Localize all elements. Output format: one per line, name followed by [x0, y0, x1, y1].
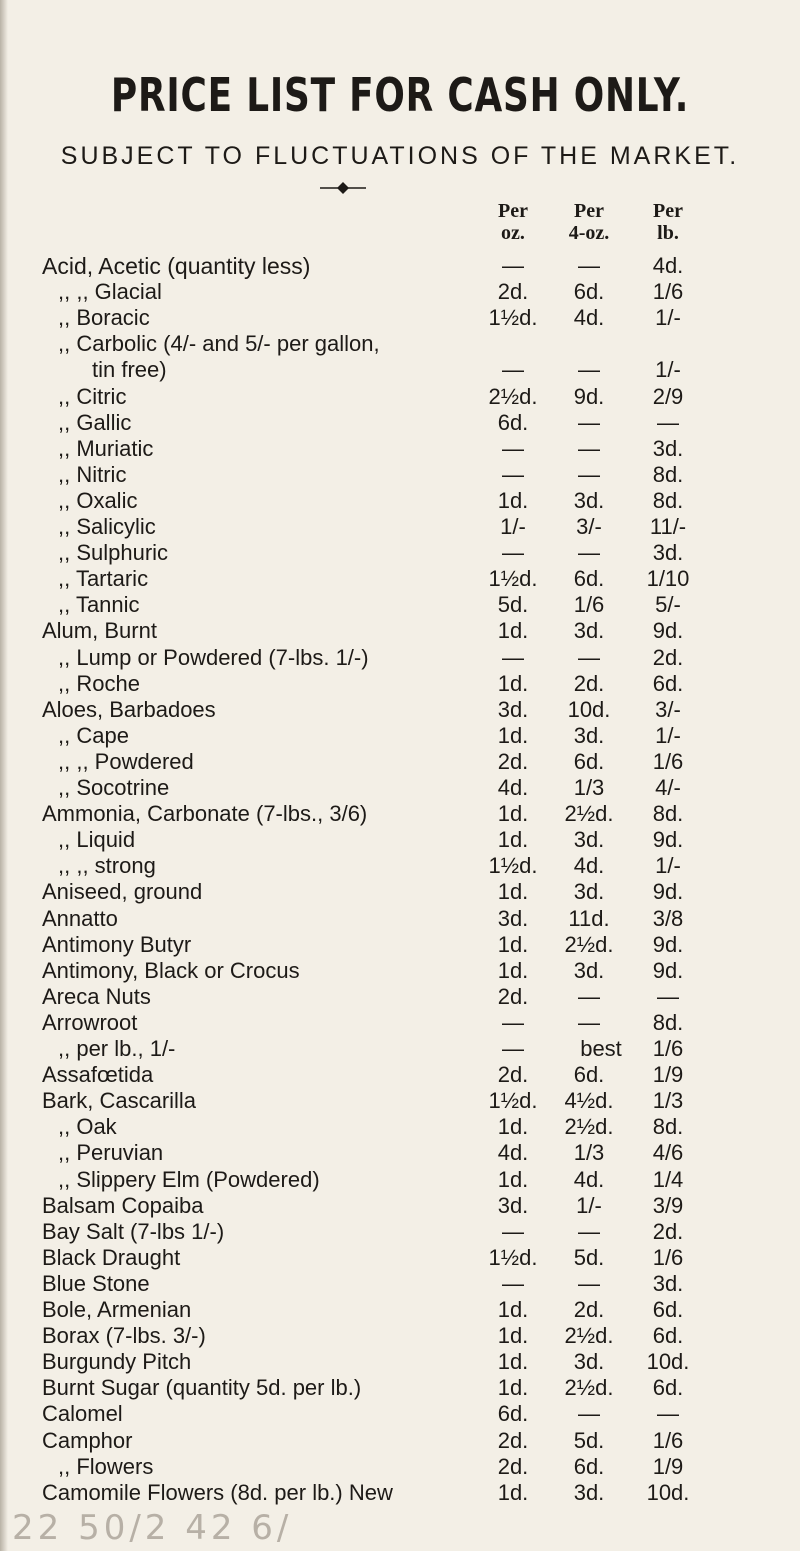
price-per-4oz: 2½d.: [564, 801, 614, 826]
item-name: ,, Flowers: [58, 1454, 154, 1479]
column-header-per-4oz-label: Per 4-oz.: [568, 200, 610, 244]
item-name: Borax (7-lbs. 3/-): [42, 1323, 206, 1348]
item-name: tin free): [92, 357, 167, 382]
price-per-lb: 3d.: [652, 540, 684, 565]
item-name: ,, Tannic: [58, 592, 140, 617]
price-per-lb: 9d.: [652, 879, 684, 904]
price-per-lb: 1/9: [652, 1062, 684, 1087]
price-per-4oz: 1/3: [573, 1140, 605, 1165]
footer-scrawl: 22 50/2 42 6/: [12, 1508, 293, 1548]
price-per-oz: —: [502, 1271, 524, 1296]
item-name: Areca Nuts: [42, 984, 151, 1009]
price-per-4oz: 6d.: [573, 566, 605, 591]
price-per-lb: 10d.: [646, 1349, 690, 1374]
item-name: Bay Salt (7-lbs 1/-): [42, 1219, 225, 1244]
item-name: ,, Oak: [58, 1114, 117, 1139]
price-per-lb: —: [657, 410, 679, 435]
price-per-4oz: —: [578, 253, 600, 278]
price-per-lb: 9d.: [652, 932, 684, 957]
item-name: ,, Gallic: [58, 410, 132, 435]
price-per-lb: 1/6: [652, 1428, 684, 1453]
price-per-oz: 1d.: [497, 827, 529, 852]
price-per-4oz: 5d.: [573, 1245, 605, 1270]
price-per-lb: 4d.: [652, 253, 684, 278]
item-name: Burnt Sugar (quantity 5d. per lb.): [42, 1375, 362, 1400]
column-header-per-4oz: [550, 200, 628, 244]
item-name: Ammonia, Carbonate (7-lbs., 3/6): [42, 801, 368, 826]
item-name: Assafœtida: [42, 1062, 154, 1087]
price-per-lb: 1/9: [652, 1454, 684, 1479]
item-name: Camomile Flowers (8d. per lb.) New: [42, 1480, 393, 1505]
item-name: Antimony Butyr: [42, 932, 192, 957]
page-subtitle: SUBJECT TO FLUCTUATIONS OF THE MARKET.: [60, 142, 740, 170]
price-per-oz: —: [502, 540, 524, 565]
price-per-oz: 1d.: [497, 932, 529, 957]
price-per-4oz: 2½d.: [564, 932, 614, 957]
price-per-lb: 3d.: [652, 1271, 684, 1296]
price-per-4oz: 2½d.: [564, 1114, 614, 1139]
price-per-4oz: 6d.: [573, 1454, 605, 1479]
price-per-4oz: 3d.: [573, 618, 605, 643]
price-per-4oz: 3/-: [576, 514, 602, 539]
item-name: Calomel: [42, 1401, 123, 1426]
price-per-lb: 6d.: [652, 1297, 684, 1322]
price-per-lb: 8d.: [652, 1114, 684, 1139]
price-per-oz: 6d.: [497, 410, 529, 435]
item-name: ,, Socotrine: [58, 775, 170, 800]
item-name: ,, ,, Powdered: [58, 749, 194, 774]
price-per-oz: 4d.: [497, 775, 529, 800]
item-name: Arrowroot: [42, 1010, 138, 1035]
price-per-lb: 1/6: [652, 279, 684, 304]
price-per-oz: 6d.: [497, 1401, 529, 1426]
price-per-oz: 1d.: [497, 723, 529, 748]
item-name: Acid, Acetic (quantity less): [42, 253, 311, 279]
price-per-lb: 2/9: [652, 384, 684, 409]
item-name: ,, Muriatic: [58, 436, 154, 461]
price-per-4oz: 4½d.: [564, 1088, 614, 1113]
price-per-lb: 6d.: [652, 1323, 684, 1348]
list-item: [0, 1140, 800, 1170]
column-header-per-oz-label: Per oz.: [498, 200, 528, 244]
list-item: [0, 618, 800, 648]
price-per-oz: 1d.: [497, 1375, 529, 1400]
item-name: ,, Tartaric: [58, 566, 149, 591]
price-per-4oz: 3d.: [573, 958, 605, 983]
price-per-oz: 1d.: [497, 1349, 529, 1374]
price-per-4oz: 4d.: [573, 853, 605, 878]
price-per-lb: 4/6: [652, 1140, 684, 1165]
price-per-oz: 3d.: [497, 906, 529, 931]
price-per-oz: 1d.: [497, 1480, 529, 1505]
list-item: [0, 1401, 800, 1431]
price-per-oz: 1d.: [497, 1297, 529, 1322]
price-per-oz: 1d.: [497, 958, 529, 983]
price-per-4oz: —: [578, 410, 600, 435]
price-per-oz: 2d.: [497, 1428, 529, 1453]
price-per-4oz: 2d.: [573, 671, 605, 696]
price-per-oz: 2d.: [497, 1062, 529, 1087]
price-per-4oz: 4d.: [573, 1167, 605, 1192]
price-per-4oz: 2½d.: [564, 1375, 614, 1400]
price-per-lb: 1/6: [652, 1245, 684, 1270]
price-per-lb: 1/-: [655, 853, 681, 878]
item-name: ,, Cape: [58, 723, 129, 748]
price-per-oz: 1/-: [500, 514, 526, 539]
price-per-4oz: 3d.: [573, 723, 605, 748]
item-name: Blue Stone: [42, 1271, 150, 1296]
price-per-4oz: 6d.: [573, 279, 605, 304]
price-per-4oz: 1/6: [573, 592, 605, 617]
price-per-oz: 1d.: [497, 1167, 529, 1192]
item-name: Balsam Copaiba: [42, 1193, 204, 1218]
price-per-oz: 1½d.: [488, 853, 538, 878]
item-name: Aniseed, ground: [42, 879, 203, 904]
list-item: [0, 1480, 800, 1510]
price-per-lb: 8d.: [652, 801, 684, 826]
page-title: PRICE LIST FOR CASH ONLY.: [110, 68, 690, 122]
price-per-4oz: 3d.: [573, 1480, 605, 1505]
price-per-4oz: 10d.: [567, 697, 611, 722]
price-per-lb: 1/-: [655, 723, 681, 748]
price-per-lb: 11/-: [649, 514, 687, 539]
price-per-4oz: 1/-: [576, 1193, 602, 1218]
price-per-4oz: 3d.: [573, 827, 605, 852]
price-per-4oz: 4d.: [573, 305, 605, 330]
price-per-lb: 1/6: [652, 749, 684, 774]
price-per-oz: 1d.: [497, 879, 529, 904]
divider-ornament: [318, 180, 368, 196]
price-per-oz: 2d.: [497, 984, 529, 1009]
price-per-lb: —: [657, 984, 679, 1009]
price-per-4oz: —: [578, 357, 600, 382]
price-per-lb: 2d.: [652, 1219, 684, 1244]
item-name: ,, Peruvian: [58, 1140, 164, 1165]
item-name: ,, Slippery Elm (Powdered): [58, 1167, 320, 1192]
item-name: Alum, Burnt: [42, 618, 157, 643]
price-per-oz: —: [502, 253, 524, 278]
price-per-lb: 9d.: [652, 827, 684, 852]
price-per-lb: 1/3: [652, 1088, 684, 1113]
price-per-4oz: —: [578, 1401, 600, 1426]
column-header-per-oz: [478, 200, 548, 244]
price-per-4oz: 5d.: [573, 1428, 605, 1453]
price-per-4oz: —: [578, 1219, 600, 1244]
price-per-oz: 2d.: [497, 749, 529, 774]
price-per-oz: 1d.: [497, 618, 529, 643]
price-per-oz: —: [502, 1036, 524, 1061]
price-per-lb: 1/-: [655, 305, 681, 330]
price-per-oz: —: [502, 1219, 524, 1244]
item-name: ,, ,, Glacial: [58, 279, 162, 304]
item-name: Bole, Armenian: [42, 1297, 192, 1322]
price-per-oz: 3d.: [497, 697, 529, 722]
price-per-oz: 3d.: [497, 1193, 529, 1218]
price-per-oz: 4d.: [497, 1140, 529, 1165]
price-per-4oz: 3d.: [573, 879, 605, 904]
price-per-lb: 2d.: [652, 645, 684, 670]
price-per-lb: 6d.: [652, 671, 684, 696]
price-per-oz: 1d.: [497, 671, 529, 696]
price-per-oz: —: [502, 357, 524, 382]
price-per-lb: 8d.: [652, 462, 684, 487]
price-per-lb: 4/-: [655, 775, 681, 800]
item-name: Aloes, Barbadoes: [42, 697, 216, 722]
price-per-oz: 1d.: [497, 1114, 529, 1139]
item-name: ,, Roche: [58, 671, 140, 696]
price-per-oz: 1d.: [497, 801, 529, 826]
item-name: Antimony, Black or Crocus: [42, 958, 300, 983]
price-per-lb: 3d.: [652, 436, 684, 461]
price-per-4oz: —: [578, 984, 600, 1009]
price-per-4oz: 3d.: [573, 1349, 605, 1374]
price-per-4oz: 2d.: [573, 1297, 605, 1322]
price-per-oz: 1d.: [497, 488, 529, 513]
item-name: ,, ,, strong: [58, 853, 156, 878]
column-header-per-lb: [630, 200, 706, 244]
price-per-4oz: —: [578, 540, 600, 565]
item-name: ,, per lb., 1/-: [58, 1036, 176, 1061]
item-name: ,, Lump or Powdered (7-lbs. 1/-): [58, 645, 369, 670]
item-name: Annatto: [42, 906, 118, 931]
price-per-4oz: —: [578, 645, 600, 670]
list-item: [0, 357, 800, 387]
price-per-oz: —: [502, 645, 524, 670]
price-per-lb: 6d.: [652, 1375, 684, 1400]
price-per-lb: 8d.: [652, 1010, 684, 1035]
price-per-oz: 1½d.: [488, 305, 538, 330]
price-per-4oz: 1/3: [573, 775, 605, 800]
price-per-lb: 1/10: [646, 566, 690, 591]
price-per-oz: 1½d.: [488, 1245, 538, 1270]
item-name: ,, Liquid: [58, 827, 136, 852]
item-name: ,, Carbolic (4/- and 5/- per gallon,: [58, 331, 380, 356]
price-per-oz: —: [502, 436, 524, 461]
price-per-lb: 3/-: [655, 697, 681, 722]
price-per-4oz: —: [578, 1271, 600, 1296]
price-per-4oz: best: [580, 1036, 622, 1061]
price-per-oz: 2½d.: [488, 384, 538, 409]
item-name: ,, Boracic: [58, 305, 150, 330]
price-per-oz: —: [502, 462, 524, 487]
item-name: ,, Nitric: [58, 462, 127, 487]
price-per-lb: 5/-: [655, 592, 681, 617]
column-header-per-lb-label: Per lb.: [653, 200, 683, 244]
list-item: [0, 879, 800, 909]
price-per-oz: 1½d.: [488, 566, 538, 591]
price-per-lb: —: [657, 1401, 679, 1426]
price-per-lb: 3/9: [652, 1193, 684, 1218]
price-per-lb: 3/8: [652, 906, 684, 931]
price-per-oz: 5d.: [497, 592, 529, 617]
price-per-oz: 1d.: [497, 1323, 529, 1348]
price-per-4oz: 3d.: [573, 488, 605, 513]
price-per-4oz: —: [578, 462, 600, 487]
price-per-lb: 10d.: [646, 1480, 690, 1505]
item-name: ,, Citric: [58, 384, 127, 409]
item-name: Black Draught: [42, 1245, 181, 1270]
item-name: ,, Oxalic: [58, 488, 138, 513]
item-name: Camphor: [42, 1428, 133, 1453]
item-name: ,, Sulphuric: [58, 540, 169, 565]
price-per-lb: 1/6: [652, 1036, 684, 1061]
price-per-4oz: 2½d.: [564, 1323, 614, 1348]
price-per-oz: 1½d.: [488, 1088, 538, 1113]
price-per-4oz: 6d.: [573, 749, 605, 774]
price-per-4oz: —: [578, 436, 600, 461]
price-per-lb: 9d.: [652, 618, 684, 643]
price-per-4oz: 6d.: [573, 1062, 605, 1087]
price-per-4oz: 9d.: [573, 384, 605, 409]
price-per-oz: 2d.: [497, 1454, 529, 1479]
price-per-lb: 9d.: [652, 958, 684, 983]
price-per-oz: 2d.: [497, 279, 529, 304]
price-per-4oz: 11d.: [568, 906, 610, 931]
price-per-oz: —: [502, 1010, 524, 1035]
item-name: ,, Salicylic: [58, 514, 156, 539]
price-per-lb: 1/-: [655, 357, 681, 382]
price-per-4oz: —: [578, 1010, 600, 1035]
price-per-lb: 8d.: [652, 488, 684, 513]
item-name: Bark, Cascarilla: [42, 1088, 197, 1113]
price-per-lb: 1/4: [652, 1167, 684, 1192]
item-name: Burgundy Pitch: [42, 1349, 192, 1374]
